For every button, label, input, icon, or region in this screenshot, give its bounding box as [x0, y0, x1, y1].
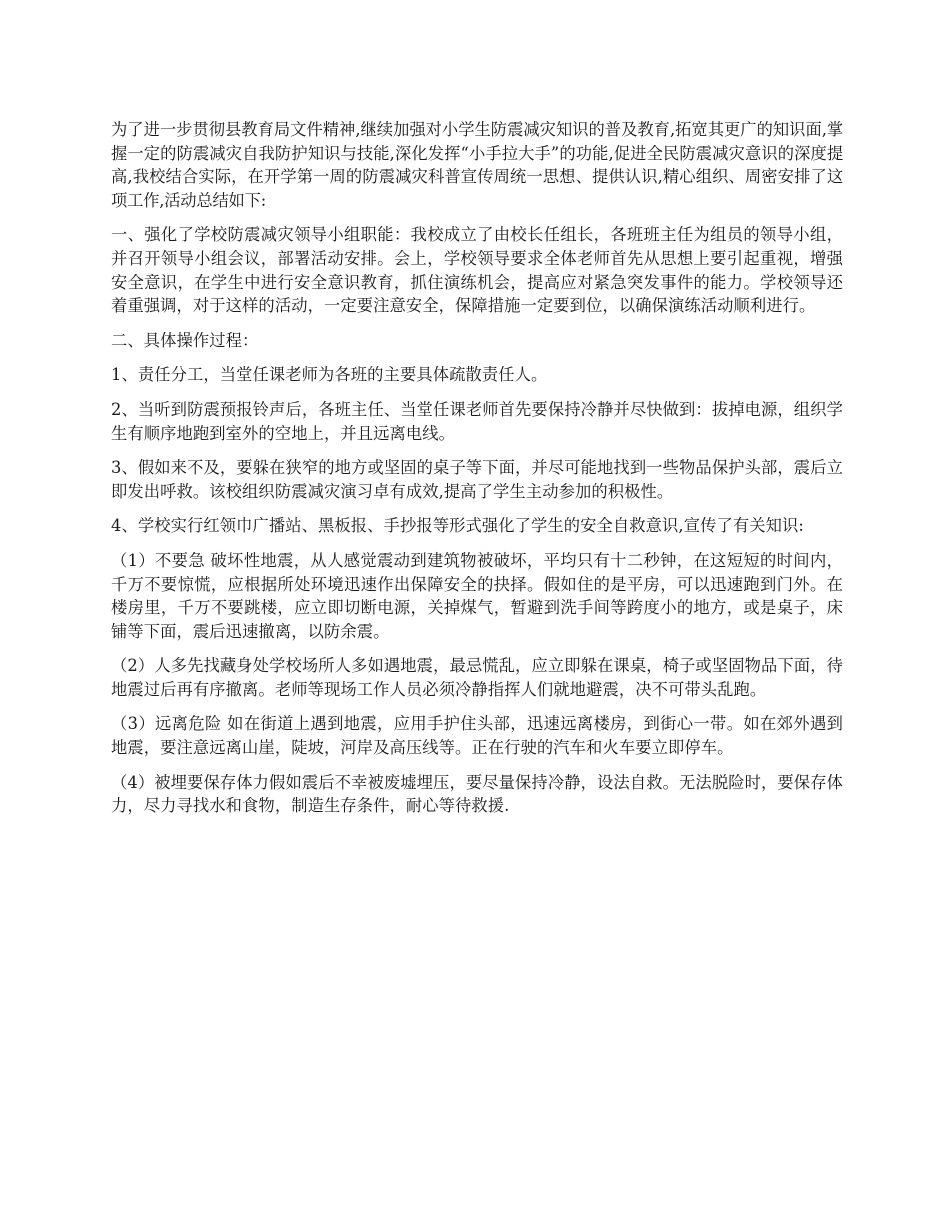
- paragraph-item-2: 2、当听到防震预报铃声后，各班主任、当堂任课老师首先要保持冷静并尽快做到：拔掉电源，组织学生有顺序地跑到室外的空地上，并且远离电线。: [111, 399, 843, 443]
- paragraph-item-1: 1、责任分工，当堂任课老师为各班的主要具体疏散责任人。: [111, 365, 548, 385]
- paragraph-subitem-4: （4）被埋要保存体力假如震后不幸被废墟埋压，要尽量保持冷静，设法自救。无法脱险时，要保存体力，尽力寻找水和食物，制造生存条件，耐心等待救援.: [111, 772, 843, 816]
- paragraph-item-4: 4、学校实行红领巾广播站、黑板报、手抄报等形式强化了学生的安全自救意识,宣传了有关知识:: [111, 516, 804, 536]
- document-body: [111, 118, 843, 829]
- paragraph-intro: 为了进一步贯彻县教育局文件精神,继续加强对小学生防震减灾知识的普及教育,拓宽其更广的知识面,掌握一定的防震减灾自我防护知识与技能,深化发挥“小手拉大手”的功能,促进全民防震减灾意识的深度提高,我校结合实际，在开学第一周的防震减灾科普宣传周统一思想、提供认识,精心组织、周密安排了这项工作,活动总结如下:: [111, 120, 843, 210]
- paragraph-item-3: 3、假如来不及，要躲在狭窄的地方或坚固的桌子等下面，并尽可能地找到一些物品保护头部，震后立即发出呼救。该校组织防震减灾演习卓有成效,提高了学生主动参加的积极性。: [111, 458, 843, 501]
- paragraph-subitem-3: （3）远离危险 如在街道上遇到地震，应用手护住头部，迅速远离楼房，到街心一带。如在郊外遇到地震，要注意远离山崖，陡坡，河岸及高压线等。正在行驶的汽车和火车要立即停车。: [111, 714, 843, 758]
- paragraph-subitem-2: （2）人多先找藏身处学校场所人多如遇地震，最忌慌乱，应立即躲在课桌，椅子或坚固物品下面，待地震过后再有序撤离。老师等现场工作人员必须冷静指挥人们就地避震，决不可带头乱跑。: [111, 656, 843, 699]
- paragraph-subitem-1: （1）不要急 破坏性地震，从人感觉震动到建筑物被破坏，平均只有十二秒钟，在这短短的时间内，千万不要惊慌，应根据所处环境迅速作出保障安全的抉择。假如住的是平房，可以迅速跑到门外。在楼房里，千万不要跳楼，应立即切断电源，关掉煤气，暂避到洗手间等跨度小的地方，或是桌子，床铺等下面，震后迅速撤离，以防余震。: [111, 550, 843, 641]
- paragraph-section-two-heading: 二、具体操作过程：: [111, 330, 259, 350]
- paragraph-section-one: 一、强化了学校防震减灾领导小组职能：我校成立了由校长任组长，各班班主任为组员的领导小组，并召开领导小组会议，部署活动安排。会上，学校领导要求全体老师首先从思想上要引起重视，增强安全意识，在学生中进行安全意识教育，抓住演练机会，提高应对紧急突发事件的能力。学校领导还着重强调，对于这样的活动，一定要注意安全，保障措施一定要到位，以确保演练活动顺利进行。: [111, 225, 843, 316]
